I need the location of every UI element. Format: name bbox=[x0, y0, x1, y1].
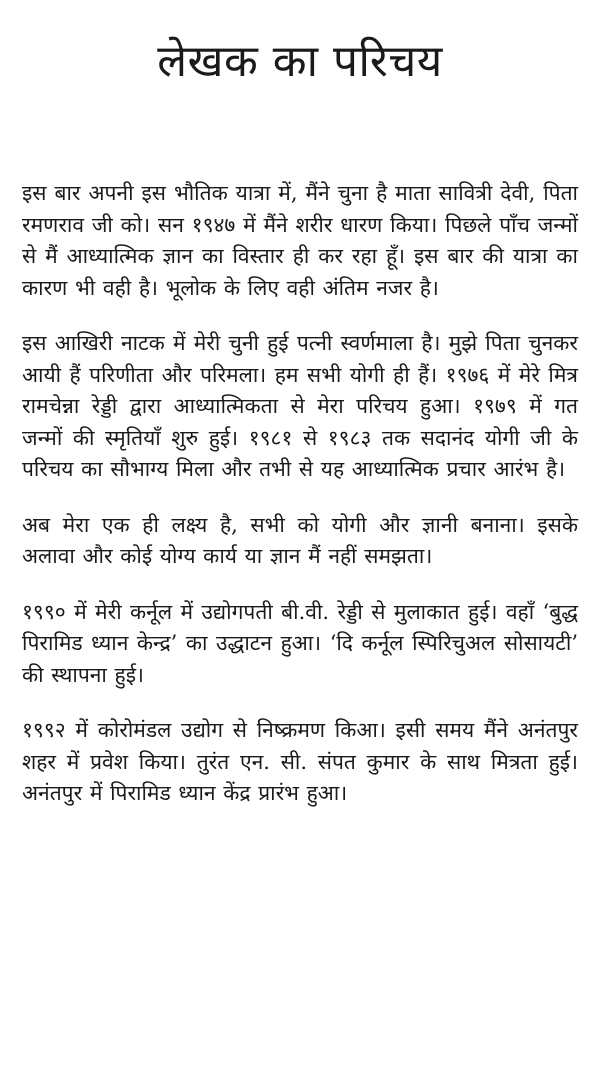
paragraph-4: १९९० में मेरी कर्नूल में उद्योगपती बी.वी. रेड्डी से मुलाकात हुई। वहाँ ‘बुद्ध पिरामिड ध्यान केन्द्र’ का उद्धाटन हुआ। ‘दि कर्नूल स्पिरिचुअल सोसायटी’ की स्थापना हुई। bbox=[22, 599, 578, 687]
paragraph-1: इस बार अपनी इस भौतिक यात्रा में, मैंने चुना है माता सावित्री देवी, पिता रमणराव जी को। सन १९४७ में मैंने शरीर धारण किया। पिछले पाँच जन्मों से मैं आध्यात्मिक ज्ञान का विस्तार ही कर रहा हूँ। इस बार की यात्रा का कारण भी वही है। भूलोक के लिए वही अंतिम नजर है। bbox=[22, 181, 578, 300]
page-title: लेखक का परिचय bbox=[157, 36, 443, 87]
paragraph-3: अब मेरा एक ही लक्ष्य है, सभी को योगी और ज्ञानी बनाना। इसके अलावा और कोई योग्य कार्य या ज्ञान मैं नहीं समझता। bbox=[22, 512, 578, 568]
document-body bbox=[22, 178, 578, 810]
paragraph-2: इस आखिरी नाटक में मेरी चुनी हुई पत्नी स्वर्णमाला है। मुझे पिता चुनकर आयी हैं परिणीता और परिमला। हम सभी योगी ही हैं। १९७६ में मेरे मित्र रामचेन्ना रेड्डी द्वारा आध्यात्मिकता से मेरा परिचय हुआ। १९७९ में गत जन्मों की स्मृतियाँ शुरु हुई। १९८१ से १९८३ तक सदानंद योगी जी के परिचय का सौभाग्य मिला और तभी से यह आध्यात्मिक प्रचार आरंभ है। bbox=[22, 331, 578, 481]
paragraph-5: १९९२ में कोरोमंडल उद्योग से निष्क्रमण किआ। इसी समय मैंने अनंतपुर शहर में प्रवेश किया। तुरंत एन. सी. संपत कुमार के साथ मित्रता हुई। अनंतपुर में पिरामिड ध्यान केंद्र प्रारंभ हुआ। bbox=[22, 718, 578, 805]
